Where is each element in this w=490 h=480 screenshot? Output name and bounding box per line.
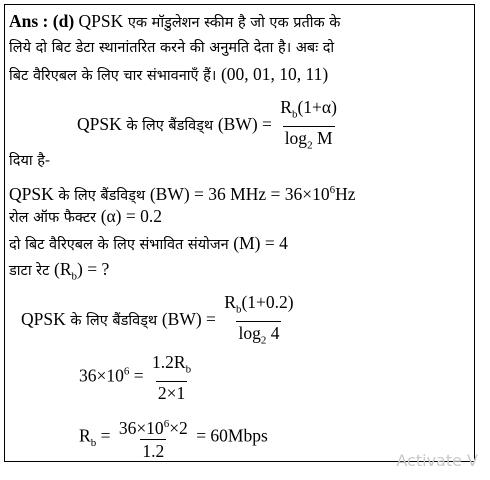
intro-qpsk: QPSK [78,11,124,31]
f4-fraction: $\frac{36\times 10^6\times 2}{1.2}$ [118,417,188,461]
intro-line-1 [9,11,340,33]
rolloff-line: रोल ऑफ फैक्टर (α) = 0.2 [9,206,163,226]
datarate-line: डाटा रेट $(R_b)$ = ? [9,259,110,283]
f1-bw: (BW) = [217,114,272,135]
f1-numerator: $R_b(1+\alpha)$ [280,97,337,121]
bw-given-line: QPSK के लिए बैंडविड्थ (BW) = 36 MHz = $36\times 10^6Hz$ [9,183,356,204]
combinations-line: दो बिट वैरिएबल के लिए संभावित संयोजन (M) = 4 [9,233,288,253]
given-label: दिया है- [9,153,51,169]
formula-bandwidth-general [77,97,341,155]
answer-box [4,4,475,462]
f1-fraction [278,97,339,155]
formula-bandwidth-substituted: QPSK के लिए बैंडविड्थ (BW) = $\frac{R_b(1+0.2)}{\log_2 4}$ [21,292,298,350]
f1-denominator: $\log_2 M$ [283,126,335,156]
intro-text-3: बिट वैरिएबल के लिए चार संभावनाएँ हैं। [9,68,221,84]
intro-line-3 [9,64,328,86]
activate-watermark: Activate V [396,451,478,470]
bit-combinations: (00, 01, 10, 11) [220,64,329,84]
formula-result: $R_b$ = $\frac{36\times 10^6\times 2}{1.2}$ = 60Mbps [79,414,268,461]
f3-fraction: $\frac{1.2R_b}{2\times 1}$ [152,352,192,403]
f2-fraction: $\frac{R_b(1+0.2)}{\log_2 4}$ [222,292,295,350]
answer-label: Ans : (d) [9,11,75,31]
formula-36e6: $36\times 10^6$ = $\frac{1.2R_b}{2\times 1}$ [79,352,192,403]
intro-text-1: एक मॉडुलेशन स्कीम है जो एक प्रतीक के [123,15,341,31]
result-value: = 60Mbps [196,425,268,446]
f1-label: के लिए बैंडविड्थ [121,118,218,135]
intro-line-2: लिये दो बिट डेटा स्थानांतरित करने की अनुमति देता है। अबः दो [9,40,335,56]
f1-qpsk: QPSK [77,114,122,135]
